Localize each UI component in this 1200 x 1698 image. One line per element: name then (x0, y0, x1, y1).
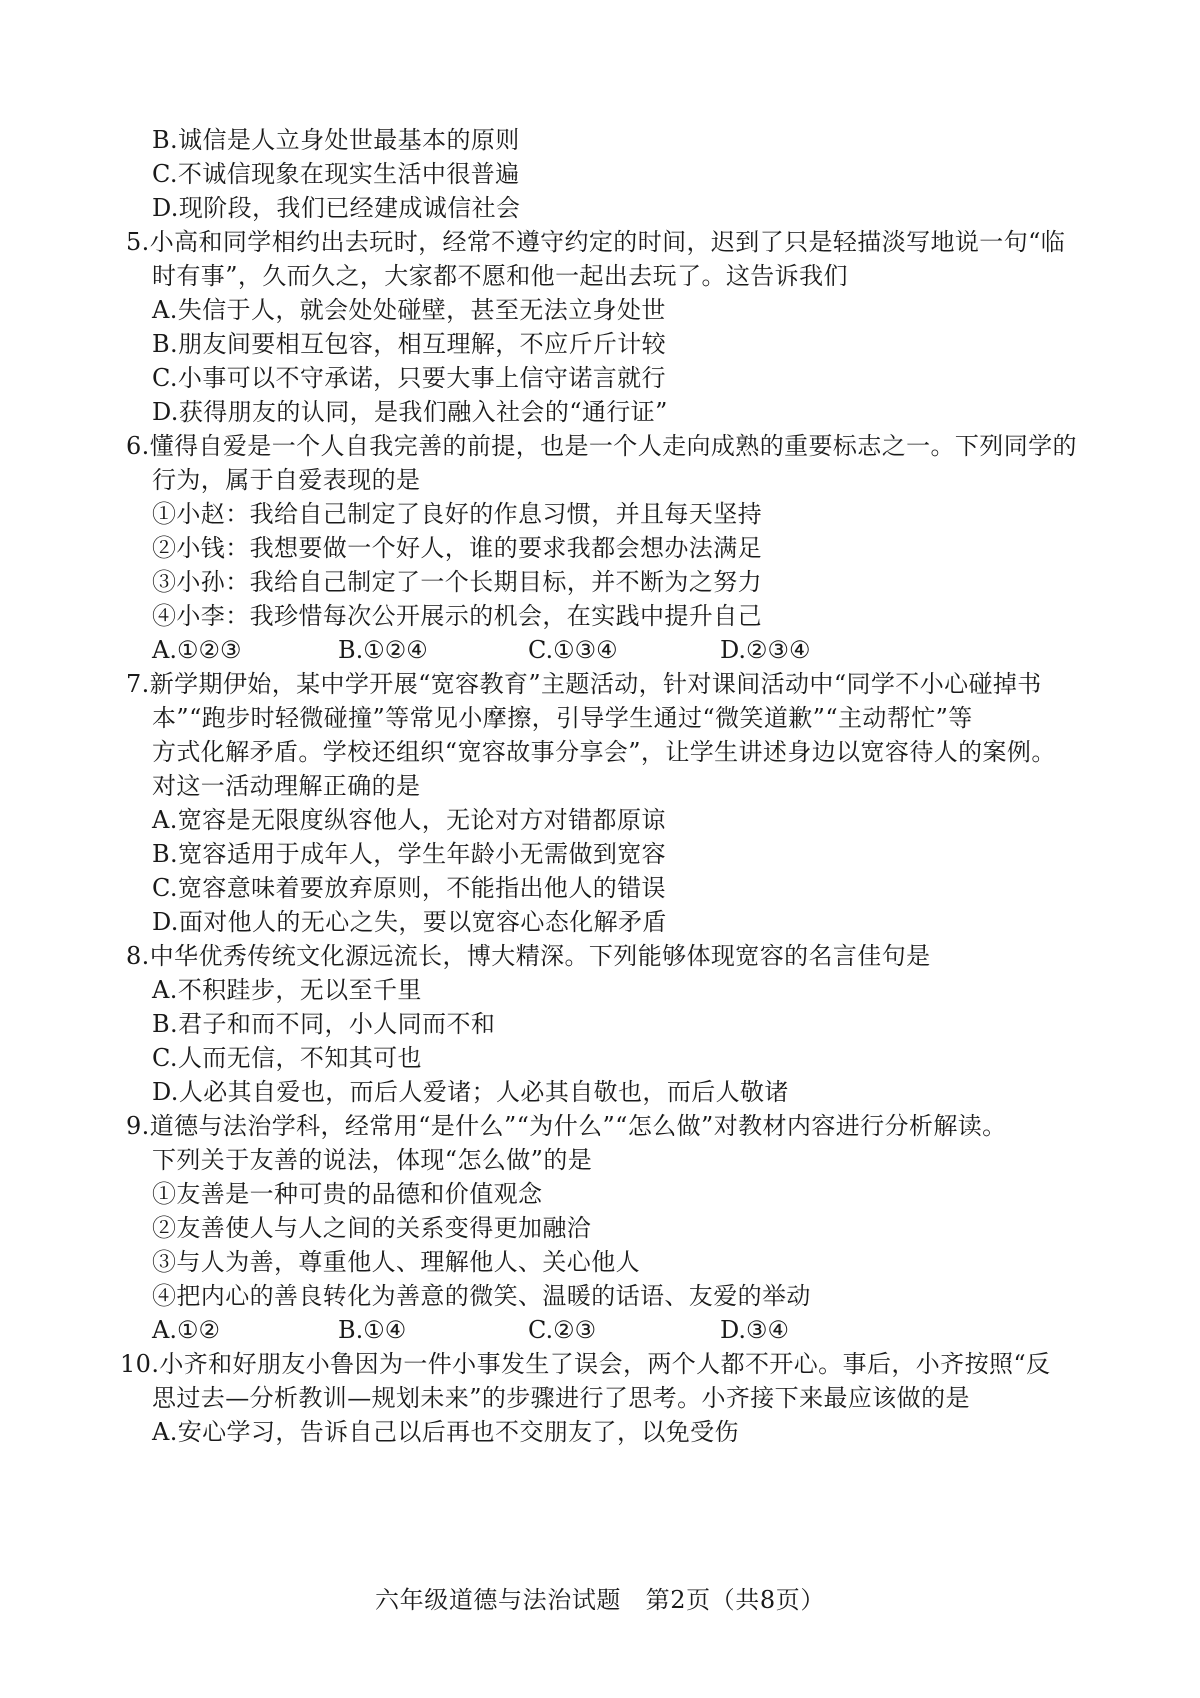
q6-option-b: B.①②④ (338, 636, 428, 664)
q7-option-c: C.宽容意味着要放弃原则，不能指出他人的错误 (152, 874, 666, 902)
q8-stem-line1: 8.中华优秀传统文化源远流长，博大精深。下列能够体现宽容的名言佳句是 (126, 942, 931, 970)
q6-statement-3: ③小孙：我给自己制定了一个长期目标，并不断为之努力 (152, 568, 762, 596)
q7-stem-line4: 对这一活动理解正确的是 (152, 772, 421, 800)
q6-statement-4: ④小李：我珍惜每次公开展示的机会，在实践中提升自己 (152, 602, 762, 630)
page-footer: 六年级道德与法治试题 第2页（共8页） (375, 1586, 825, 1614)
q6-statement-2: ②小钱：我想要做一个好人，谁的要求我都会想办法满足 (152, 534, 762, 562)
q7-option-d: D.面对他人的无心之失，要以宽容心态化解矛盾 (152, 908, 667, 936)
q7-stem-line3: 方式化解矛盾。学校还组织“宽容故事分享会”，让学生讲述身边以宽容待人的案例。 (152, 738, 1056, 766)
q9-statement-4: ④把内心的善良转化为善意的微笑、温暖的话语、友爱的举动 (152, 1282, 811, 1310)
q6-option-d: D.②③④ (720, 636, 811, 664)
q10-stem-line2: 思过去—分析教训—规划未来”的步骤进行了思考。小齐接下来最应该做的是 (152, 1384, 970, 1412)
q10-option-a: A.安心学习，告诉自己以后再也不交朋友了，以免受伤 (152, 1418, 739, 1446)
q7-stem-line2: 本”“跑步时轻微碰撞”等常见小摩擦，引导学生通过“微笑道歉”“主动帮忙”等 (152, 704, 973, 732)
q5-option-d: D.获得朋友的认同，是我们融入社会的“通行证” (152, 398, 668, 426)
q5-option-c: C.小事可以不守承诺，只要大事上信守诺言就行 (152, 364, 666, 392)
q5-option-a: A.失信于人，就会处处碰壁，甚至无法立身处世 (152, 296, 666, 324)
q9-option-d: D.③④ (720, 1316, 790, 1344)
q6-stem-line1: 6.懂得自爱是一个人自我完善的前提，也是一个人走向成熟的重要标志之一。下列同学的 (126, 432, 1077, 460)
q9-statement-3: ③与人为善，尊重他人、理解他人、关心他人 (152, 1248, 640, 1276)
q7-option-a: A.宽容是无限度纵容他人，无论对方对错都原谅 (152, 806, 666, 834)
q8-option-a: A.不积跬步，无以至千里 (152, 976, 422, 1004)
q10-stem-line1: 10.小齐和好朋友小鲁因为一件小事发生了误会，两个人都不开心。事后，小齐按照“反 (120, 1350, 1051, 1378)
q9-option-b: B.①④ (338, 1316, 407, 1344)
q9-option-a: A.①② (152, 1316, 220, 1344)
q9-option-c: C.②③ (528, 1316, 597, 1344)
q4-option-d: D.现阶段，我们已经建成诚信社会 (152, 194, 521, 222)
q6-stem-line2: 行为，属于自爱表现的是 (152, 466, 421, 494)
q8-option-b: B.君子和而不同，小人同而不和 (152, 1010, 496, 1038)
q5-stem-line1: 5.小高和同学相约出去玩时，经常不遵守约定的时间，迟到了只是轻描淡写地说一句“临 (126, 228, 1066, 256)
q9-stem-line1: 9.道德与法治学科，经常用“是什么”“为什么”“怎么做”对教材内容进行分析解读。 (126, 1112, 1007, 1140)
q5-option-b: B.朋友间要相互包容，相互理解，不应斤斤计较 (152, 330, 667, 358)
q5-stem-line2: 时有事”，久而久之，大家都不愿和他一起出去玩了。这告诉我们 (152, 262, 848, 290)
q8-option-d: D.人必其自爱也，而后人爱诸；人必其自敬也，而后人敬诸 (152, 1078, 789, 1106)
q7-option-b: B.宽容适用于成年人，学生年龄小无需做到宽容 (152, 840, 667, 868)
q7-stem-line1: 7.新学期伊始，某中学开展“宽容教育”主题活动，针对课间活动中“同学不小心碰掉书 (126, 670, 1042, 698)
q6-statement-1: ①小赵：我给自己制定了良好的作息习惯，并且每天坚持 (152, 500, 762, 528)
q9-stem-line2: 下列关于友善的说法，体现“怎么做”的是 (152, 1146, 593, 1174)
q6-option-a: A.①②③ (152, 636, 242, 664)
q9-statement-1: ①友善是一种可贵的品德和价值观念 (152, 1180, 543, 1208)
q4-option-b: B.诚信是人立身处世最基本的原则 (152, 126, 520, 154)
q4-option-c: C.不诚信现象在现实生活中很普遍 (152, 160, 520, 188)
q6-option-c: C.①③④ (528, 636, 618, 664)
q8-option-c: C.人而无信，不知其可也 (152, 1044, 422, 1072)
q9-statement-2: ②友善使人与人之间的关系变得更加融洽 (152, 1214, 592, 1242)
